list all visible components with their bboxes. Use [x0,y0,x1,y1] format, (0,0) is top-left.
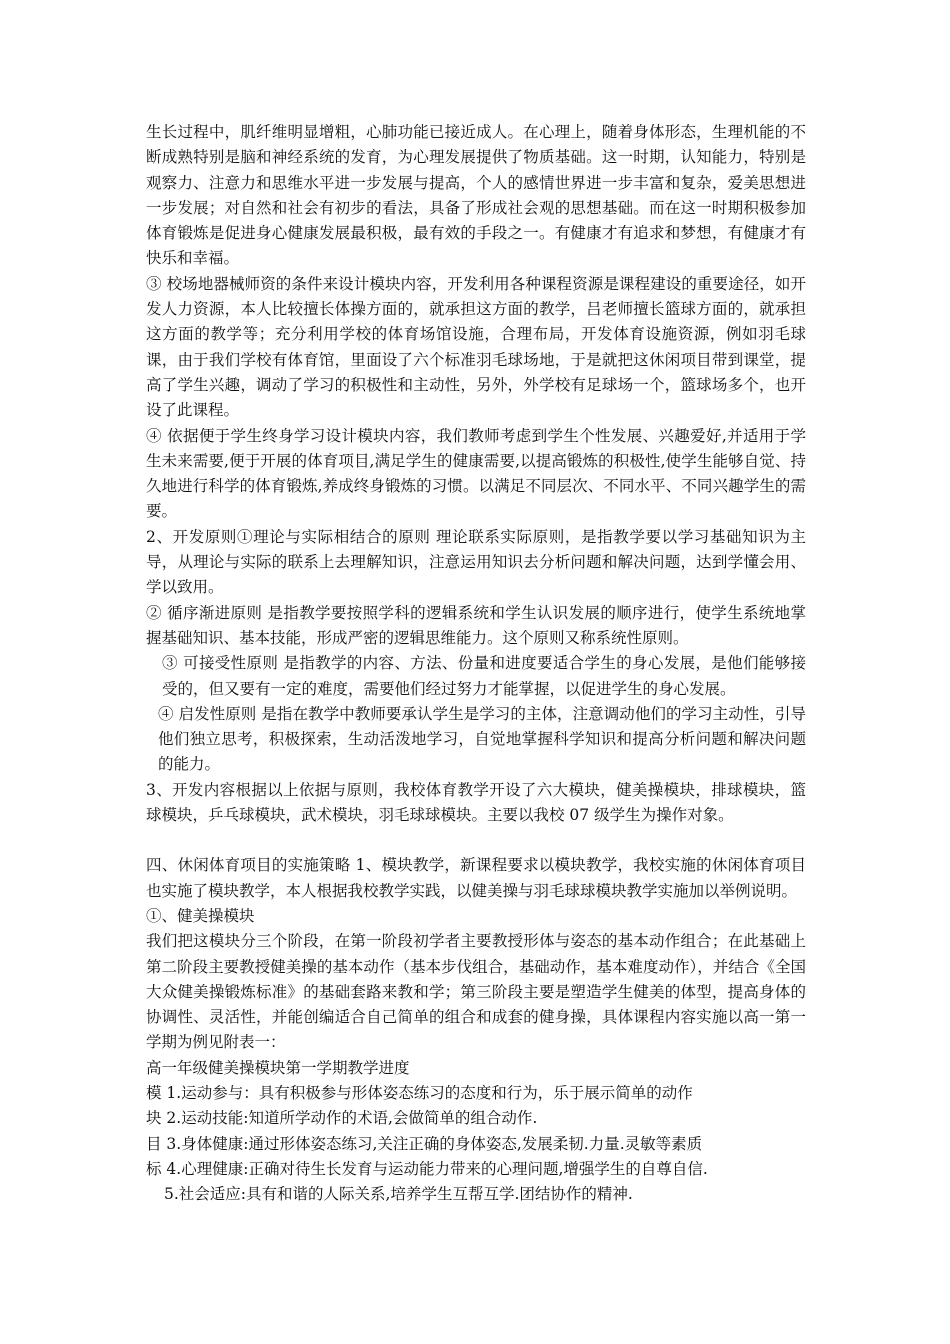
paragraph-facilities: ③ 校场地器械师资的条件来设计模块内容，开发利用各种课程资源是课程建设的重要途径，如开发人力资源，本人比较擅长体操方面的，就承担这方面的教学，吕老师擅长篮球方面的，就承担这方面的教学等；充分利用学校的体育场馆设施，合理布局，开发体育设施资源，例如羽毛球课，由于我们学校有体育馆，里面设了六个标准羽毛球场地，于是就把这休闲项目带到课堂，提高了学生兴趣，调动了学习的积极性和主动性，另外，外学校有足球场一个，篮球场多个，也开设了此课程。 [146,274,806,420]
table-row: 块 2.运动技能:知道所学动作的术语,会做简单的组合动作. [146,1109,538,1128]
blank-line [146,828,806,853]
paragraph-lifelong-learning: ④ 依据便于学生终身学习设计模块内容，我们教师考虑到学生个性发展、兴趣爱好,并适用于学生未来需要,便于开展的体育项目,满足学生的健康需要,以提高锻炼的积极性,使学生能够自觉、持久地进行科学的体育锻炼,养成终身锻炼的习惯。以满足不同层次、不同水平、不同兴趣学生的需要。 [146,426,806,521]
table-row: 标 4.心理健康:正确对待生长发育与运动能力带来的心理问题,增强学生的自尊自信. [146,1159,708,1178]
table-row: 5.社会适应:具有和谐的人际关系,培养学生互帮互学.团结协作的精神. [164,1185,633,1204]
paragraph-physical-development: 生长过程中，肌纤维明显增粗，心肺功能已接近成人。在心理上，随着身体形态，生理机能的不断成熟特别是脑和神经系统的发育，为心理发展提供了物质基础。这一时期，认知能力，特别是观察力、注意力和思维水平进一步发展与提高，个人的感情世界进一步丰富和复杂，爱美思想进一步发展；对自然和社会有初步的看法，具备了形成社会观的思想基础。而在这一时期积极参加体育锻炼是促进身心健康发展最积极，最有效的手段之一。有健康才有追求和梦想，有健康才有快乐和幸福。 [146,123,806,268]
section-heading-strategy: 四、休闲体育项目的实施策略 1、模块教学，新课程要求以模块教学，我校实施的休闲体育项目也实施了模块教学，本人根据我校教学实践，以健美操与羽毛球球模块教学实施加以举例说明。 [146,856,806,900]
paragraph-principle-heuristic: ④ 启发性原则 是指在教学中教师要承认学生是学习的主体，注意调动他们的学习主动性，引导他们独立思考，积极探索，生动活泼地学习，自觉地掌握科学知识和提高分析问题和解决问题的能力。 [158,704,806,774]
subheading-aerobics: ①、健美操模块 [146,906,255,925]
table-row: 目 3.身体健康:通过形体姿态练习,关注正确的身体姿态,发展柔韧.力量.灵敏等素质 [146,1134,703,1153]
table-row: 模 1.运动参与：具有积极参与形体姿态练习的态度和行为，乐于展示简单的动作 [146,1083,693,1102]
paragraph-content-modules: 3、开发内容根据以上依据与原则，我校体育教学开设了六大模块，健美操模块，排球模块，篮球模块，乒乓球模块，武术模块，羽毛球球模块。主要以我校 07 级学生为操作对象。 [146,780,806,825]
paragraph-principle-theory: 2、开发原则①理论与实际相结合的原则 理论联系实际原则，是指教学要以学习基础知识为主导，从理论与实际的联系上去理解知识，注意运用知识去分析问题和解决问题，达到学懂会用、学以致用。 [146,527,806,597]
document-body [146,120,806,1207]
table-title: 高一年级健美操模块第一学期教学进度 [146,1058,410,1077]
paragraph-aerobics-stages: 我们把这模块分三个阶段，在第一阶段初学者主要教授形体与姿态的基本动作组合；在此基础上第二阶段主要教授健美操的基本动作（基本步伐组合，基础动作，基本难度动作），并结合《全国大众健美操锻炼标准》的基础套路来教和学；第三阶段主要是塑造学生健美的体型，提高身体的协调性、灵活性，并能创编适合自己简单的组合和成套的健身操，具体课程内容实施以高一第一学期为例见附表一： [146,932,806,1052]
paragraph-principle-acceptable: ③ 可接受性原则 是指教学的内容、方法、份量和进度要适合学生的身心发展，是他们能够接受的，但又要有一定的难度，需要他们经过努力才能掌握，以促进学生的身心发展。 [162,654,806,698]
paragraph-principle-gradual: ② 循序渐进原则 是指教学要按照学科的逻辑系统和学生认识发展的顺序进行，使学生系统地掌握基础知识、基本技能，形成严密的逻辑思维能力。这个原则又称系统性原则。 [146,603,806,647]
